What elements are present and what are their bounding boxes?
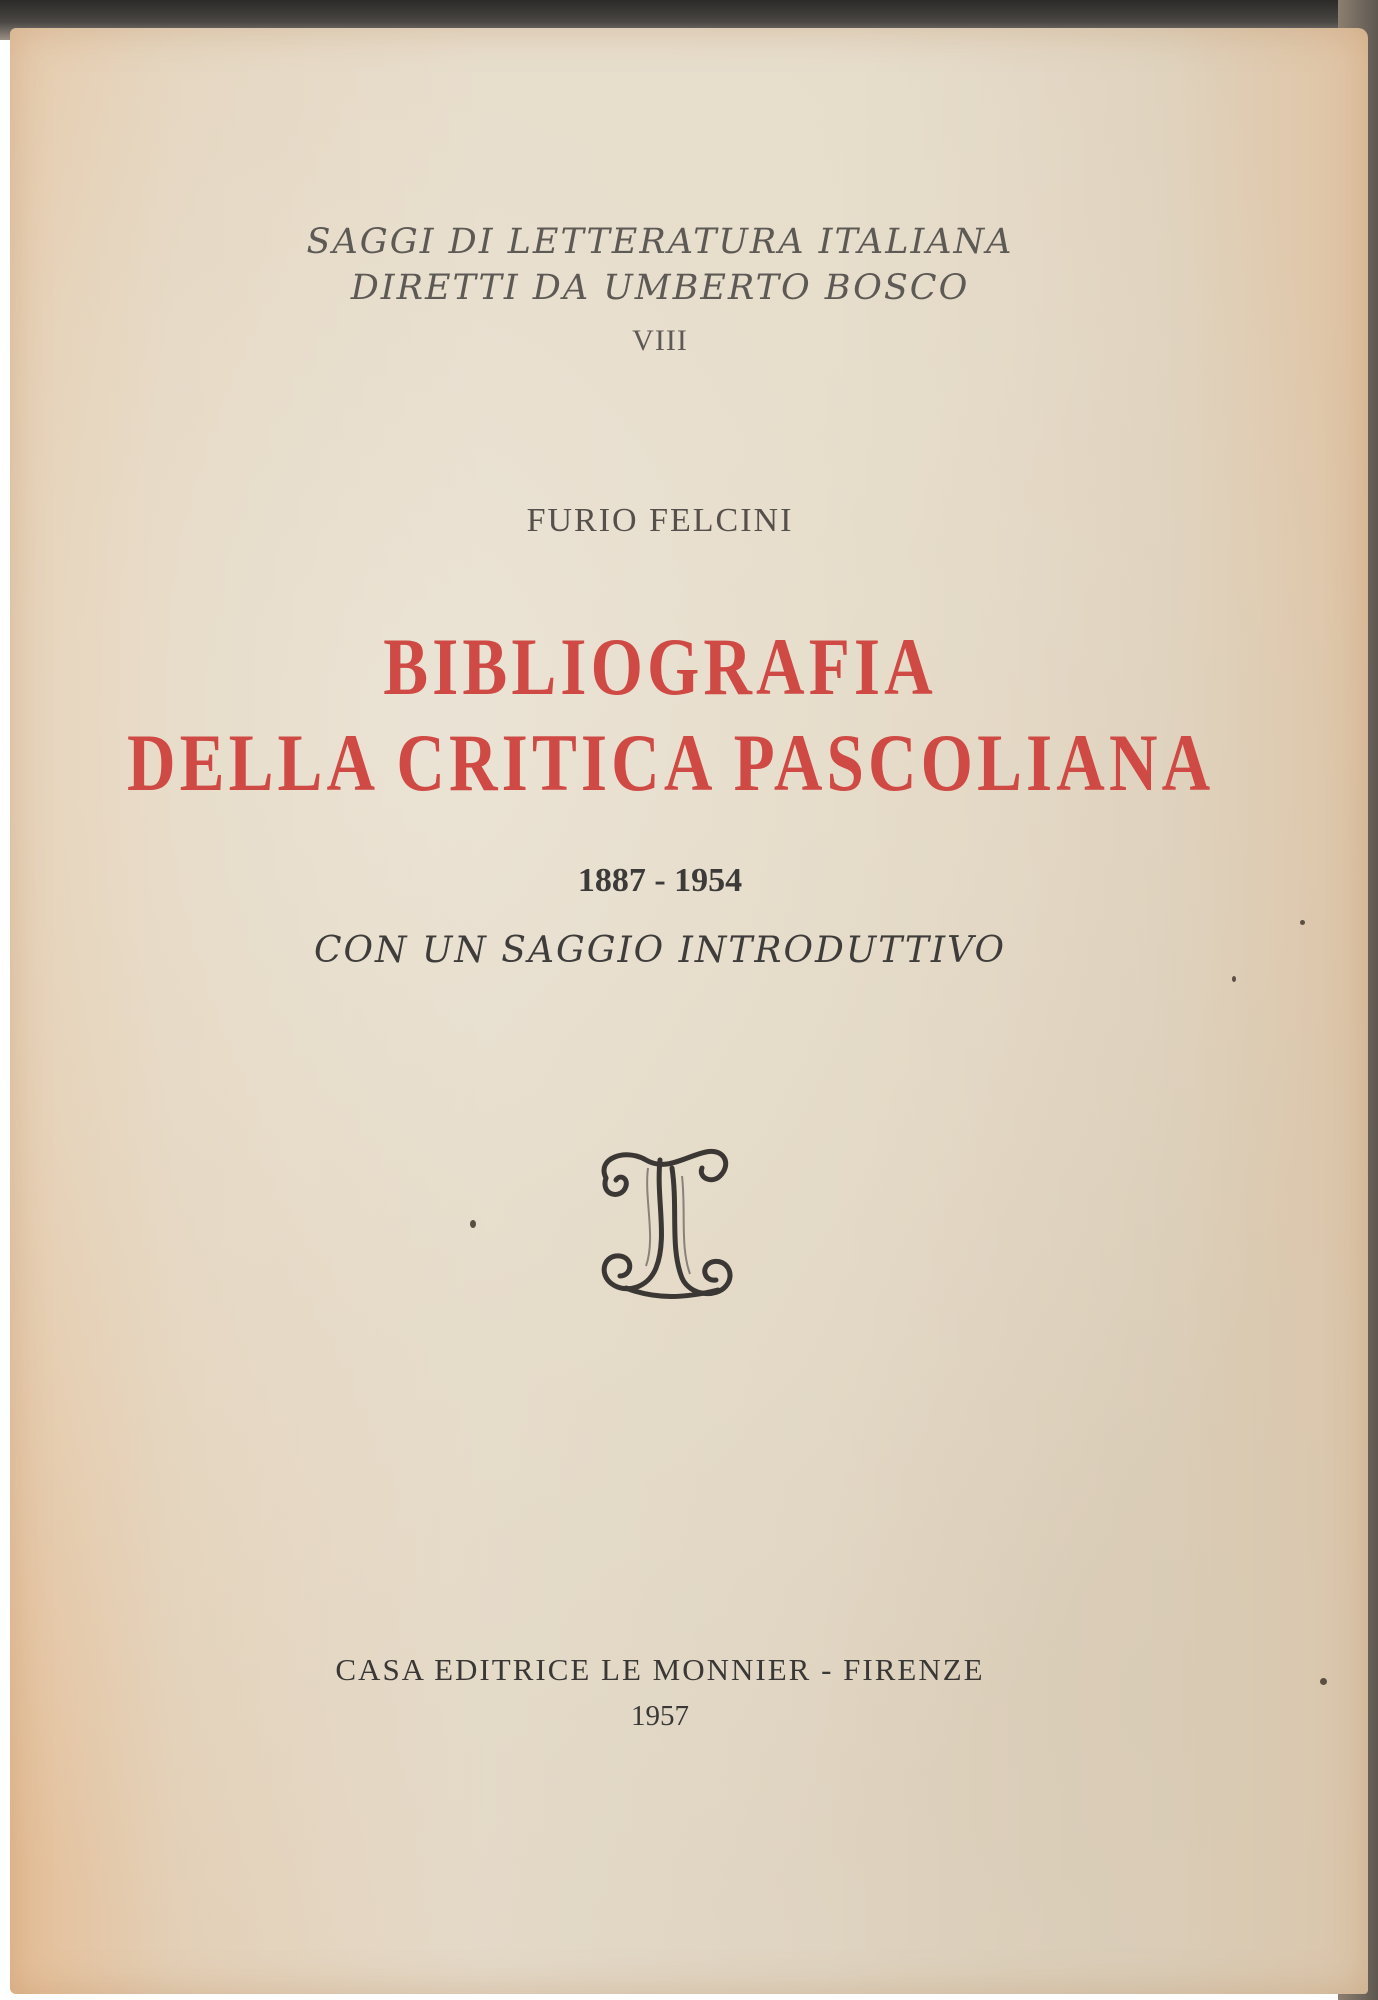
volume-number: VIII — [632, 324, 688, 357]
date-range: 1887 - 1954 — [577, 862, 743, 899]
series-editor: DIRETTI DA UMBERTO BOSCO — [350, 268, 970, 308]
paper-speck — [1300, 920, 1305, 925]
series-title: SAGGI DI LETTERATURA ITALIANA — [306, 222, 1014, 262]
publication-year: 1957 — [631, 1700, 689, 1732]
book-title-line-1: BIBLIOGRAFIA — [383, 621, 937, 712]
book-cover — [10, 28, 1368, 1994]
book-title-line-2: DELLA CRITICA PASCOLIANA — [127, 717, 1215, 808]
book-subtitle: CON UN SAGGIO INTRODUTTIVO — [314, 930, 1006, 971]
publisher-name: CASA EDITRICE LE MONNIER - FIRENZE — [335, 1652, 985, 1687]
author-name: FURIO FELCINI — [526, 502, 794, 539]
paper-speck — [1320, 1678, 1327, 1685]
paper-speck — [470, 1220, 476, 1228]
publisher-monogram-icon — [586, 1138, 736, 1308]
paper-speck — [1232, 976, 1236, 982]
